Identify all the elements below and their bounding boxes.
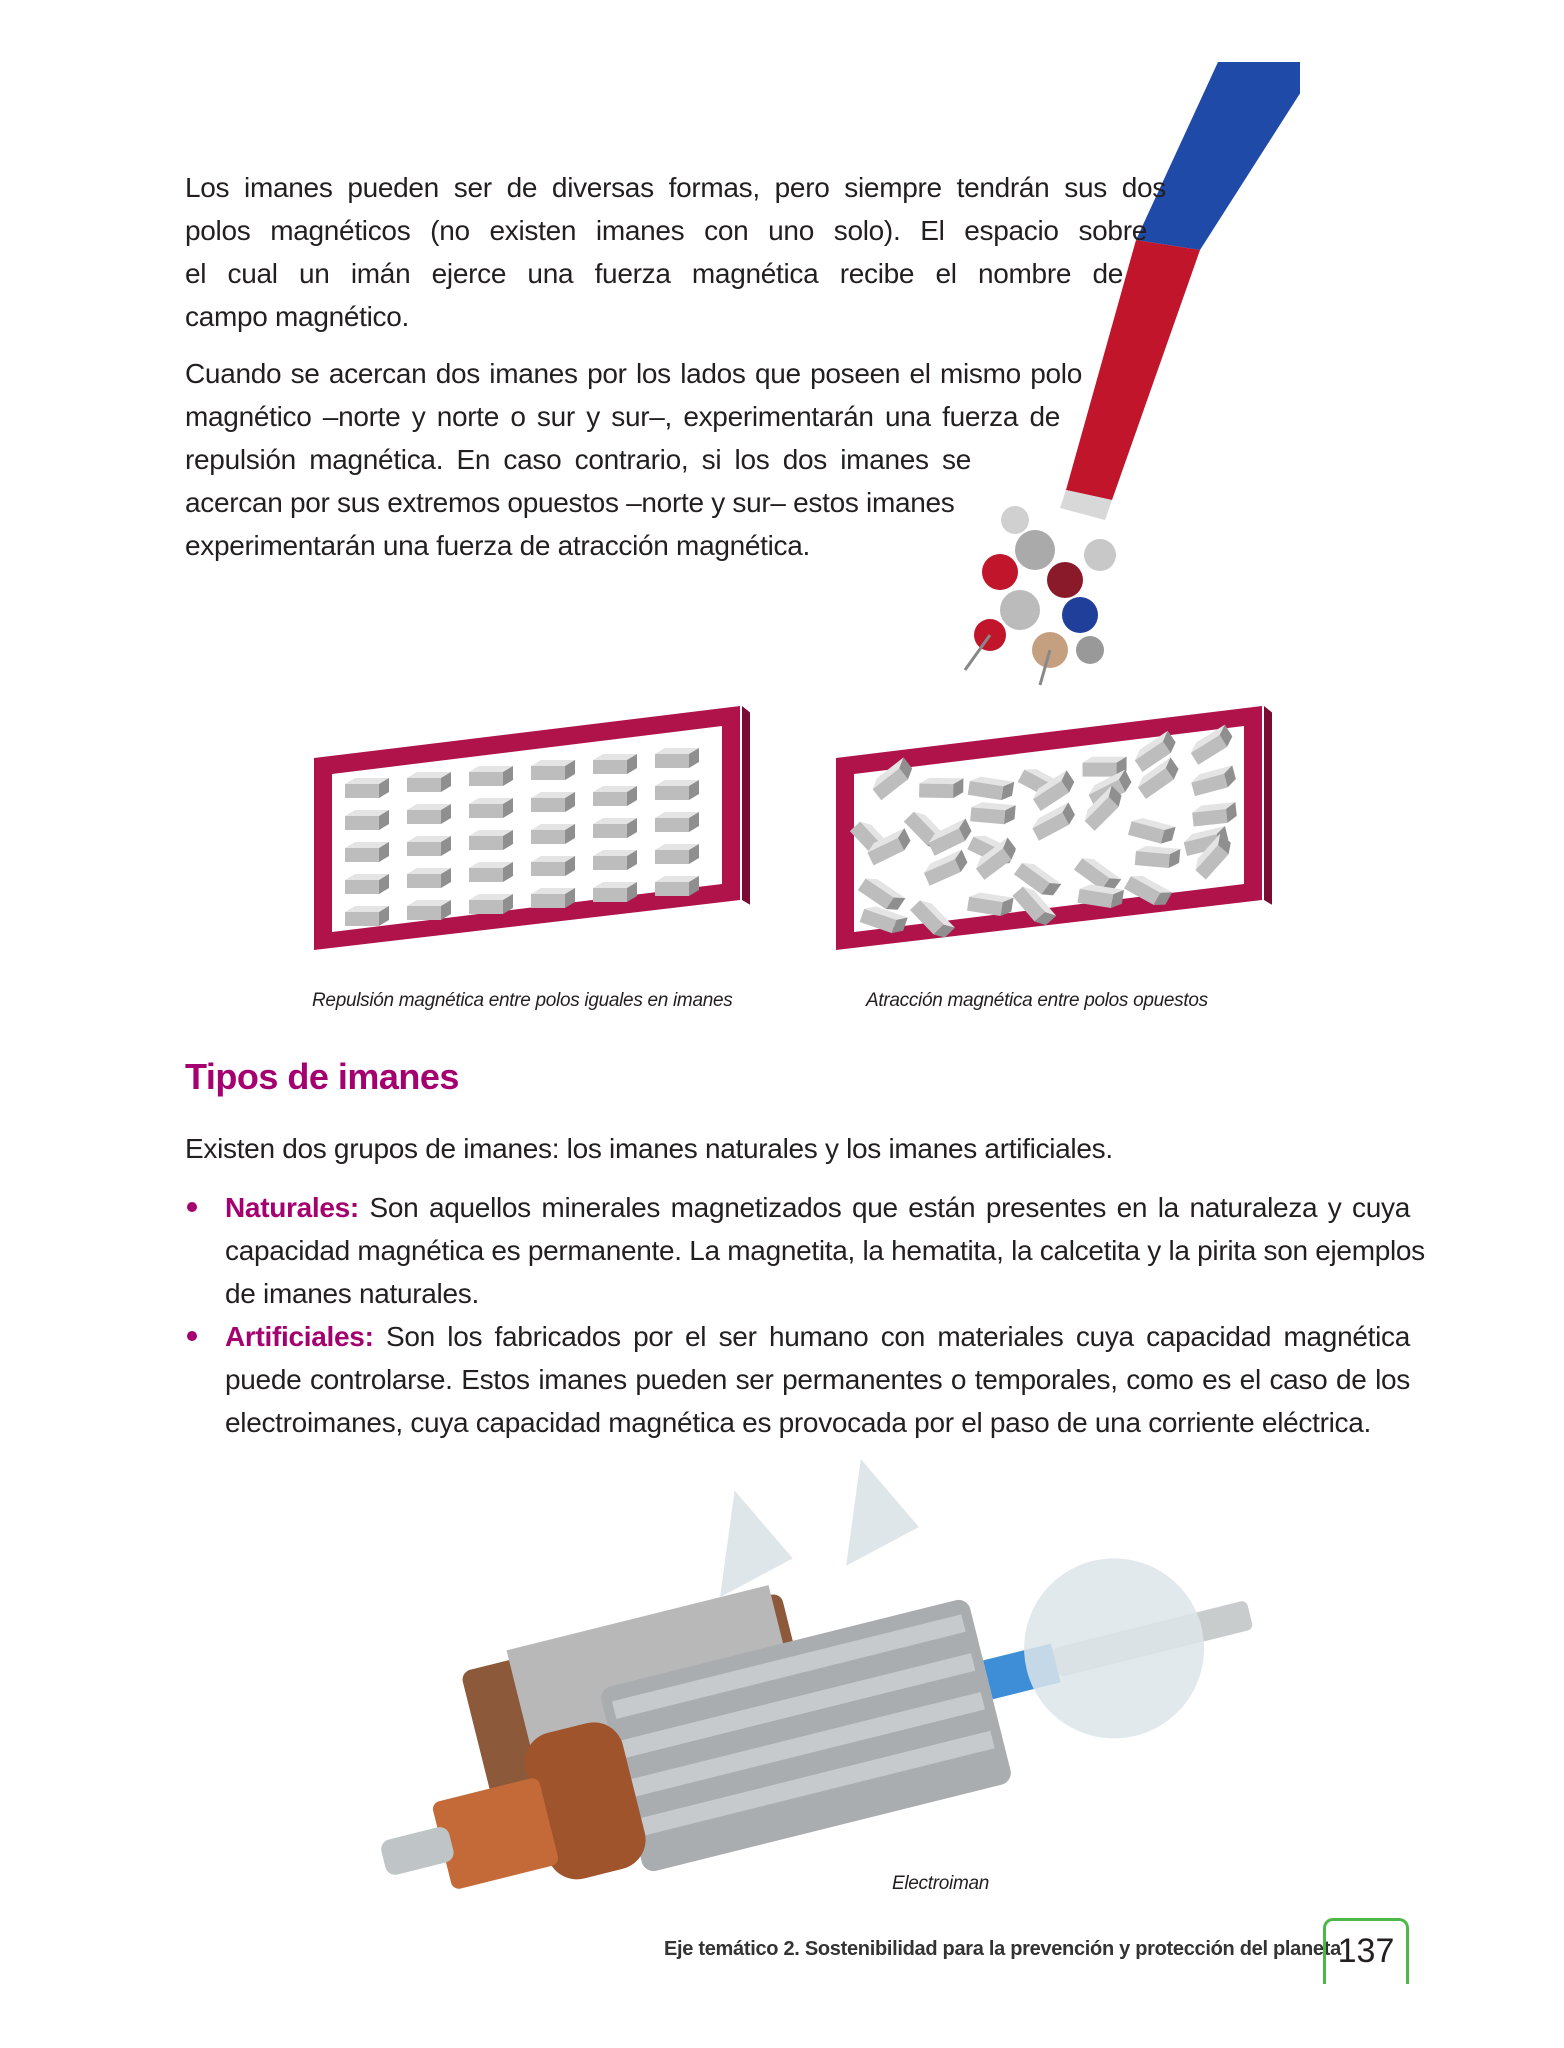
repulsion-caption: Repulsión magnética entre polos iguales en imanes bbox=[312, 990, 733, 1011]
footer-text: Eje temático 2. Sostenibilidad para la prevención y protección del planeta bbox=[664, 1938, 1341, 1960]
text-line: magnético –norte y norte o sur y sur–, experimentarán una fuerza de bbox=[185, 401, 1060, 432]
magnet-block bbox=[469, 798, 513, 818]
text-line: experimentarán una fuerza de atracción magnética. bbox=[185, 530, 811, 561]
magnet-block bbox=[593, 850, 637, 870]
text-line: acercan por sus extremos opuestos –norte y sur– estos imanes bbox=[185, 487, 955, 518]
bullet-term: Naturales: bbox=[225, 1192, 359, 1223]
bullet-icon bbox=[187, 1331, 197, 1341]
magnet-block bbox=[919, 778, 963, 799]
page-number: 137 bbox=[1323, 1918, 1409, 1984]
bullet-icon bbox=[187, 1202, 197, 1212]
attraction-caption: Atracción magnética entre polos opuestos bbox=[866, 990, 1208, 1011]
magnet-block bbox=[345, 842, 389, 862]
text-line: Son los fabricados por el ser humano con materiales cuya capacidad magnética bbox=[385, 1321, 1410, 1352]
text-line: campo magnético. bbox=[185, 301, 409, 332]
text-line: electroimanes, cuya capacidad magnética es provocada por el paso de una corriente eléctrica. bbox=[225, 1407, 1371, 1438]
magnet-block bbox=[407, 900, 451, 920]
text-line: de imanes naturales. bbox=[225, 1278, 479, 1309]
magnet-block bbox=[593, 818, 637, 838]
magnet-block bbox=[469, 830, 513, 850]
magnet-block bbox=[531, 760, 575, 780]
magnet-block bbox=[345, 874, 389, 894]
text-line: capacidad magnética es permanente. La magnetita, la hematita, la calcetita y la pirita son ejemplos bbox=[225, 1235, 1425, 1266]
intro-paragraph-1 bbox=[185, 166, 1166, 338]
section-heading: Tipos de imanes bbox=[185, 1056, 459, 1097]
magnet-block bbox=[593, 882, 637, 902]
magnet-block bbox=[345, 810, 389, 830]
text-line: el cual un imán ejerce una fuerza magnética recibe el nombre de bbox=[185, 258, 1123, 289]
magnet-block bbox=[655, 876, 699, 896]
bullet-naturales bbox=[225, 1186, 1425, 1315]
magnet-block bbox=[407, 772, 451, 792]
section-intro: Existen dos grupos de imanes: los imanes naturales y los imanes artificiales. bbox=[185, 1133, 1113, 1164]
repulsion-diagram bbox=[310, 700, 750, 960]
magnet-block bbox=[593, 754, 637, 774]
magnet-block bbox=[531, 824, 575, 844]
motor-caption: Electroiman bbox=[892, 1873, 990, 1894]
text-line: repulsión magnética. En caso contrario, si los dos imanes se bbox=[185, 444, 971, 475]
magnet-block bbox=[970, 801, 1016, 825]
magnet-block bbox=[469, 766, 513, 786]
magnet-block bbox=[531, 792, 575, 812]
magnet-block bbox=[655, 748, 699, 768]
magnet-block bbox=[407, 804, 451, 824]
magnet-block bbox=[1135, 845, 1181, 869]
text-line: Cuando se acercan dos imanes por los lados que poseen el mismo polo bbox=[185, 358, 1082, 389]
magnet-block bbox=[531, 888, 575, 908]
intro-paragraph-2 bbox=[185, 352, 1082, 567]
magnet-block bbox=[531, 856, 575, 876]
magnet-block bbox=[469, 862, 513, 882]
bullet-term: Artificiales: bbox=[225, 1321, 374, 1352]
magnet-block bbox=[593, 786, 637, 806]
magnet-block bbox=[655, 844, 699, 864]
text-line: Los imanes pueden ser de diversas formas, pero siempre tendrán sus dos bbox=[185, 172, 1166, 203]
magnet-block bbox=[655, 812, 699, 832]
magnet-block bbox=[655, 780, 699, 800]
text-line: Son aquellos minerales magnetizados que están presentes en la naturaleza y cuya bbox=[369, 1192, 1410, 1223]
attraction-diagram bbox=[832, 700, 1272, 960]
magnet-block bbox=[345, 778, 389, 798]
text-line: polos magnéticos (no existen imanes con uno solo). El espacio sobre bbox=[185, 215, 1147, 246]
magnet-block bbox=[407, 836, 451, 856]
bullet-artificiales bbox=[225, 1315, 1410, 1444]
magnet-block bbox=[345, 906, 389, 926]
magnet-block bbox=[407, 868, 451, 888]
text-line: puede controlarse. Estos imanes pueden ser permanentes o temporales, como es el caso de los bbox=[225, 1364, 1410, 1395]
magnet-block bbox=[469, 894, 513, 914]
electromagnet-photo bbox=[350, 1440, 1270, 1900]
